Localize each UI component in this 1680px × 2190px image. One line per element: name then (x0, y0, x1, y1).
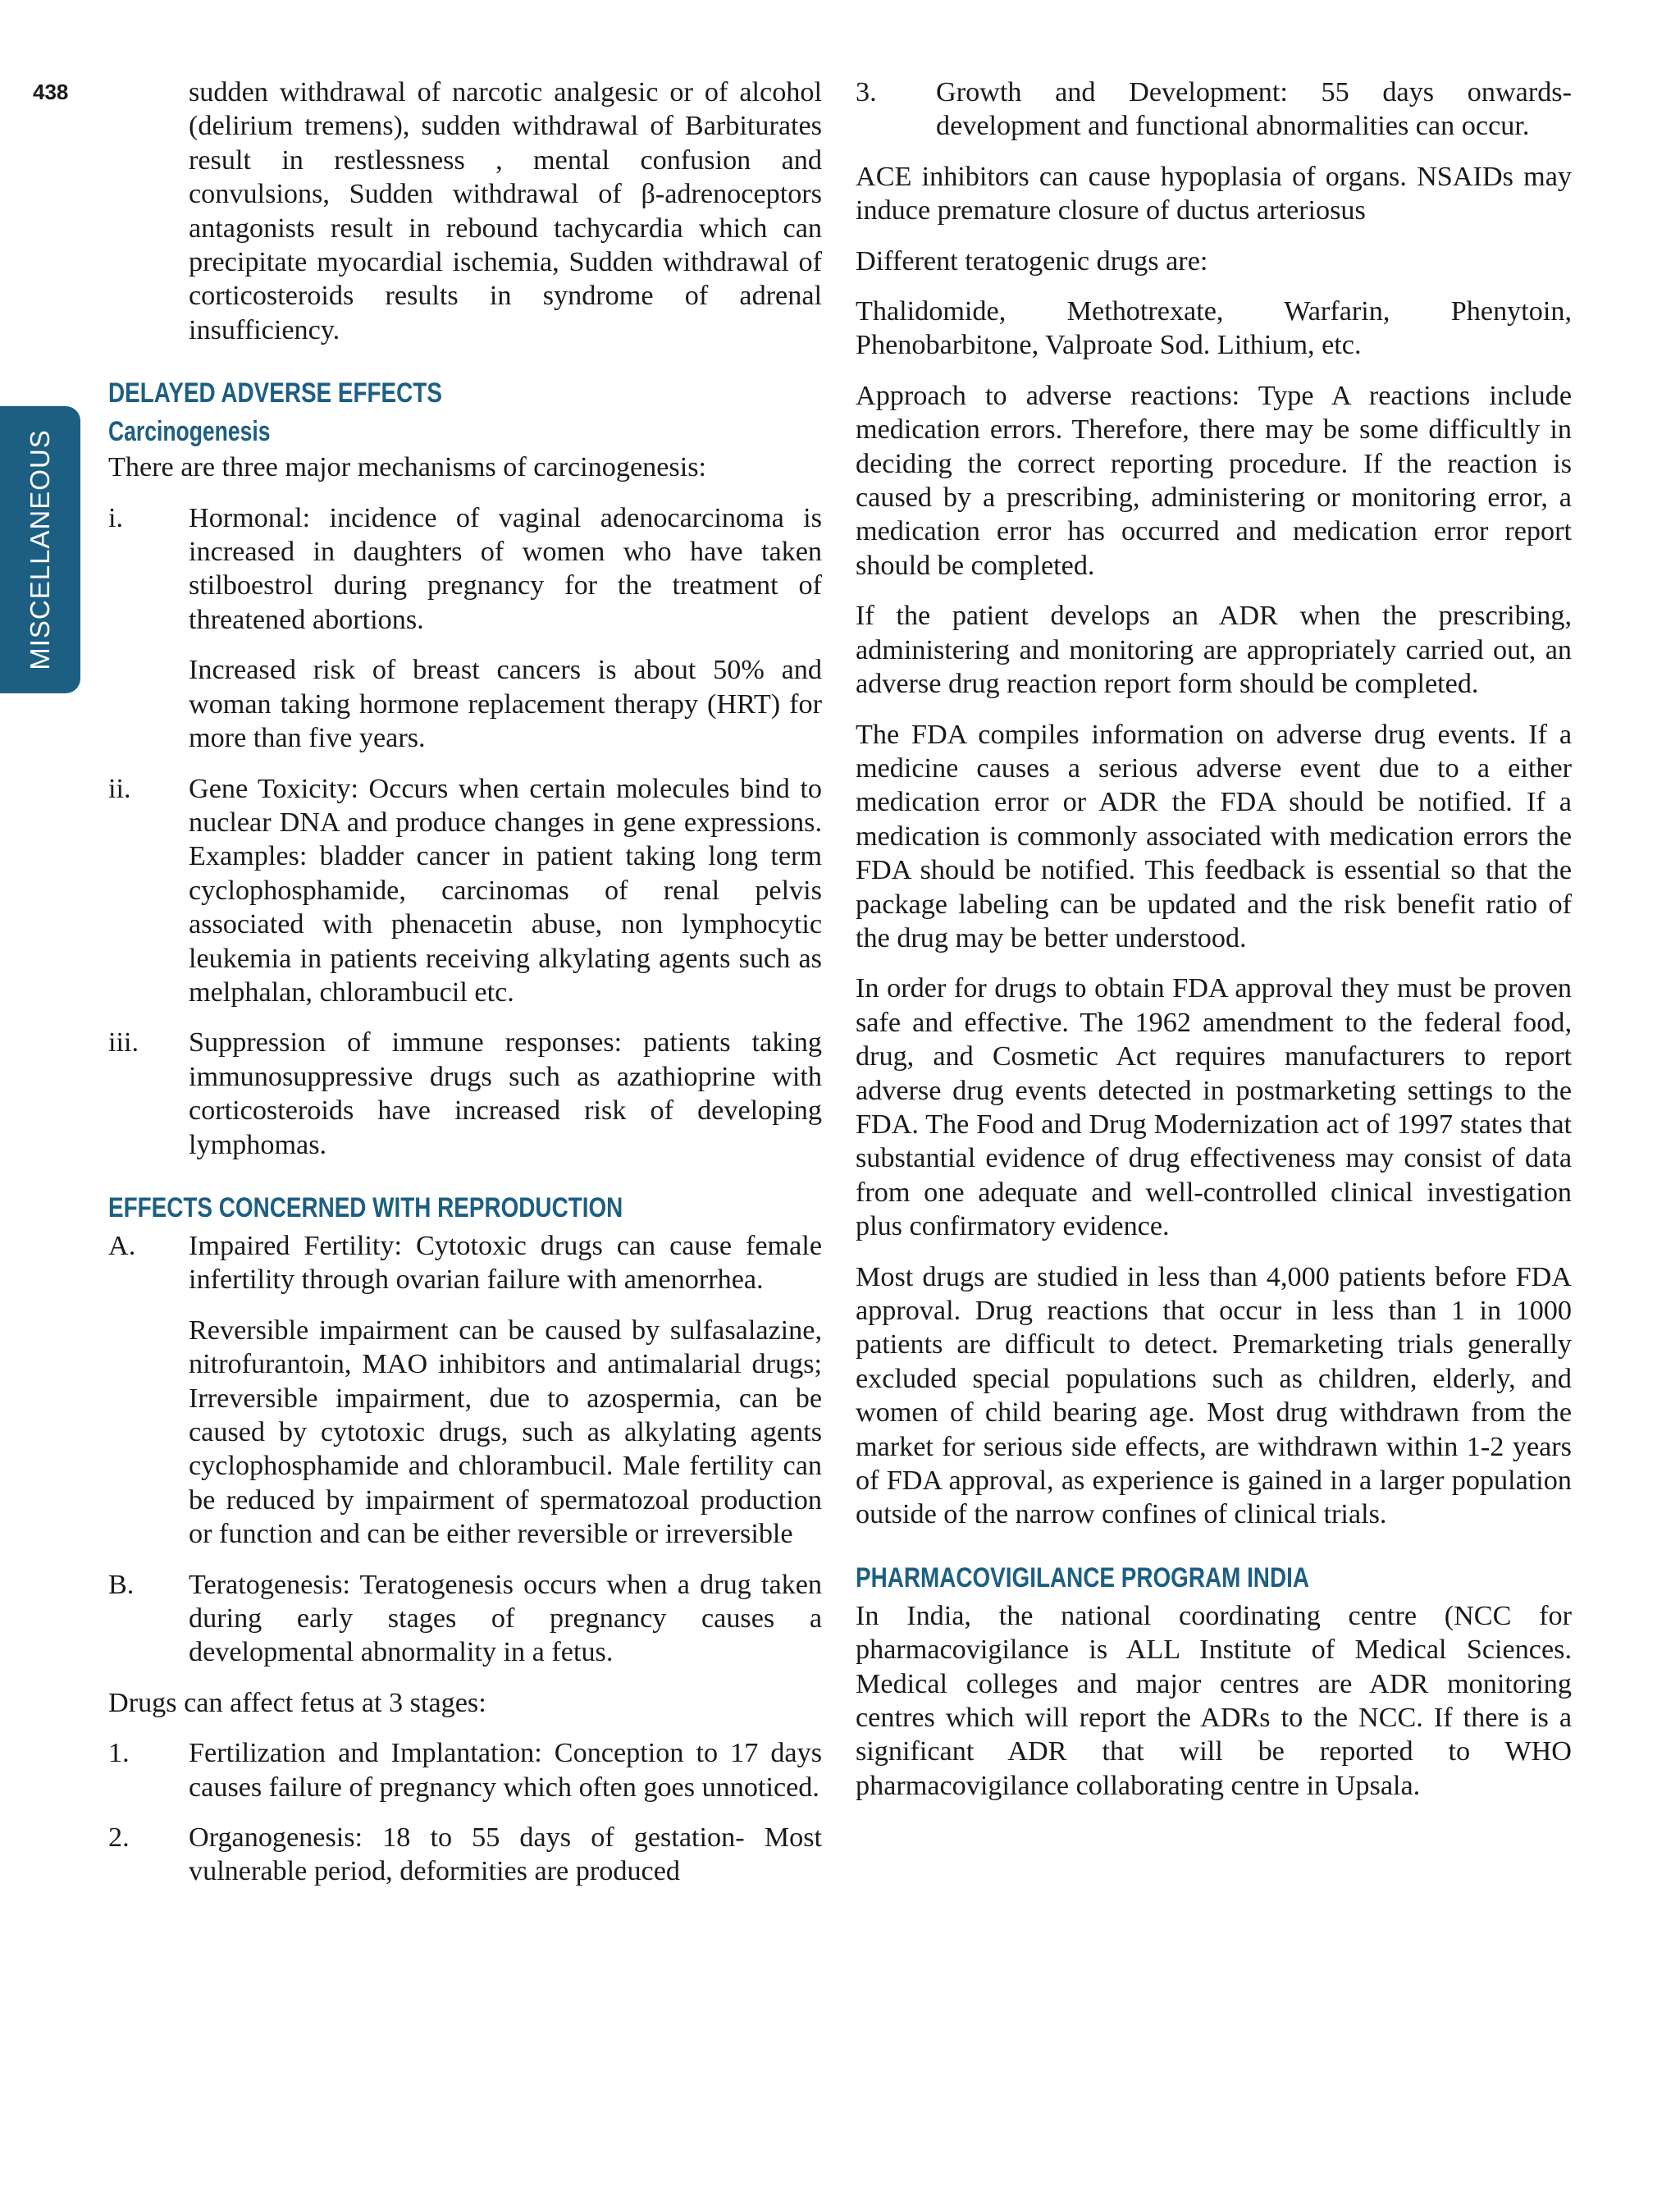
list-marker: 1. (108, 1738, 130, 1769)
list-item-text: Suppression of immune responses: patients taking immunosuppressive drugs such as azathioprine with corticosteroids have increased risk of developing lymphomas. (189, 1027, 822, 1160)
pharmacovigilance-paragraph: In India, the national coordinating centre (NCC for pharmacovigilance is ALL Institute of Medical Sciences. Medical colleges and major centres are ADR monitoring centres which will report the ADRs to the NCC. If there is a significant ADR that will be reported to WHO pharmacovigilance collaborating centre in Upsala. (856, 1600, 1572, 1801)
studies-paragraph: Most drugs are studied in less than 4,000 patients before FDA approval. Drug reactions that occur in less than 1 in 1000 patients are difficult to detect. Premarketing trials generally excluded special populations such as children, elderly, and women of child bearing age. Most drug withdrawn from the market for serious side effects, are withdrawn within 1-2 years of FDA approval, as experience is gained in a larger population outside of the narrow confines of clinical trials. (856, 1261, 1572, 1530)
reproduction-heading: EFFECTS CONCERNED WITH REPRODUCTION (108, 1191, 623, 1223)
ace-paragraph: ACE inhibitors can cause hypoplasia of organs. NSAIDs may induce premature closure of ductus arteriosus (856, 161, 1572, 226)
teratogenic-list: Thalidomide, Methotrexate, Warfarin, Phenytoin, Phenobarbitone, Valproate Sod. Lithium, etc. (856, 296, 1572, 361)
delayed-adverse-effects-heading: DELAYED ADVERSE EFFECTS (108, 377, 442, 409)
list-item (108, 1736, 822, 1804)
list-item (108, 1026, 822, 1162)
list-marker: iii. (108, 1027, 139, 1058)
list-item-text: Impaired Fertility: Cytotoxic drugs can cause female infertility through ovarian failure with amenorrhea. (189, 1230, 822, 1296)
list-item (108, 1229, 822, 1297)
fda-approval-paragraph: In order for drugs to obtain FDA approval they must be proven safe and effective. The 1962 amendment to the federal food, drug, and Cosmetic Act requires manufacturers to report adverse drug events detected in postmarketing settings to the FDA. The Food and Drug Modernization act of 1997 states that substantial evidence of drug effectiveness may consist of data from one adequate and well-controlled clinical investigation plus confirmatory evidence. (856, 973, 1572, 1242)
side-section-tab (0, 406, 80, 693)
list-item-text: Growth and Development: 55 days onwards- development and functional abnormalities can occur. (936, 77, 1572, 142)
list-item-text: Gene Toxicity: Occurs when certain molecules bind to nuclear DNA and produce changes in gene expressions. Examples: bladder cancer in patient taking long term cyclophosphamide, carcinomas of renal pelvis associated with phenacetin abuse, non lymphocytic leukemia in patients receiving alkylating agents such as melphalan, chlorambucil etc. (189, 773, 822, 1008)
list-item (108, 1568, 822, 1670)
list-marker: A. (108, 1230, 136, 1261)
right-column (856, 75, 1572, 1819)
left-column (108, 75, 822, 1905)
fda-compiles-paragraph: The FDA compiles information on adverse drug events. If a medicine causes a serious adverse event due to a either medication error or ADR the FDA should be notified. If a medication is commonly associated with medication errors the FDA should be notified. This feedback is essential so that the package labeling can be updated and the risk benefit ratio of the drug may be better understood. (856, 719, 1572, 953)
list-marker: ii. (108, 773, 131, 804)
list-marker: B. (108, 1569, 135, 1600)
teratogenic-intro: Different teratogenic drugs are: (856, 245, 1208, 277)
list-marker: i. (108, 502, 124, 533)
list-marker: 2. (108, 1822, 130, 1854)
list-item-text: Hormonal: incidence of vaginal adenocarcinoma is increased in daughters of women who have taken stilboestrol during pregnancy for the treatment of threatened abortions. (189, 502, 822, 635)
page-number: 438 (33, 80, 69, 104)
pharmacovigilance-heading: PHARMACOVIGILANCE PROGRAM INDIA (856, 1561, 1309, 1593)
side-section-tab-label: MISCELLANEOUS (25, 429, 55, 670)
list-item (108, 772, 822, 1010)
list-item-text: Fertilization and Implantation: Conception to 17 days causes failure of pregnancy which often goes unnoticed. (189, 1738, 822, 1803)
intro-paragraph: sudden withdrawal of narcotic analgesic or of alcohol (delirium tremens), sudden withdrawal of Barbiturates result in restlessness , mental confusion and convulsions, Sudden withdrawal of β-adrenoceptors antagonists result in rebound tachycardia which can precipitate myocardial ischemia, Sudden withdrawal of corticosteroids results in syndrome of adrenal insufficiency. (189, 77, 822, 345)
hrt-note: Increased risk of breast cancers is about 50% and woman taking hormone replacement therapy (HRT) for more than five years. (189, 655, 822, 754)
list-item-text: Organogenesis: 18 to 55 days of gestation- Most vulnerable period, deformities are produced (189, 1822, 822, 1887)
approach-paragraph: Approach to adverse reactions: Type A reactions include medication errors. Therefore, there may be some difficultly in deciding the correct reporting procedure. If the reaction is caused by a prescribing, administering or monitoring error, a medication error has occurred and medication error report should be completed. (856, 380, 1572, 581)
list-item (856, 75, 1572, 144)
adr-report-paragraph: If the patient develops an ADR when the prescribing, administering and monitoring are appropriately carried out, an adverse drug reaction report form should be completed. (856, 601, 1572, 700)
list-item (108, 1821, 822, 1889)
fertility-note: Reversible impairment can be caused by sulfasalazine, nitrofurantoin, MAO inhibitors and antimalarial drugs; Irreversible impairment, due to azospermia, can be caused by cytotoxic drugs, such as alkylating agents cyclophosphamide and chlorambucil. Male fertility can be reduced by impairment of spermatozoal production or function and can be either reversible or irreversible (189, 1314, 822, 1550)
carcinogenesis-subheading: Carcinogenesis (108, 416, 271, 448)
list-item-text: Teratogenesis: Teratogenesis occurs when a drug taken during early stages of pregnancy causes a developmental abnormality in a fetus. (189, 1569, 822, 1668)
carcinogenesis-intro: There are three major mechanisms of carcinogenesis: (108, 452, 707, 483)
list-item (108, 501, 822, 638)
stages-intro: Drugs can affect fetus at 3 stages: (108, 1687, 486, 1718)
list-marker: 3. (856, 77, 877, 107)
